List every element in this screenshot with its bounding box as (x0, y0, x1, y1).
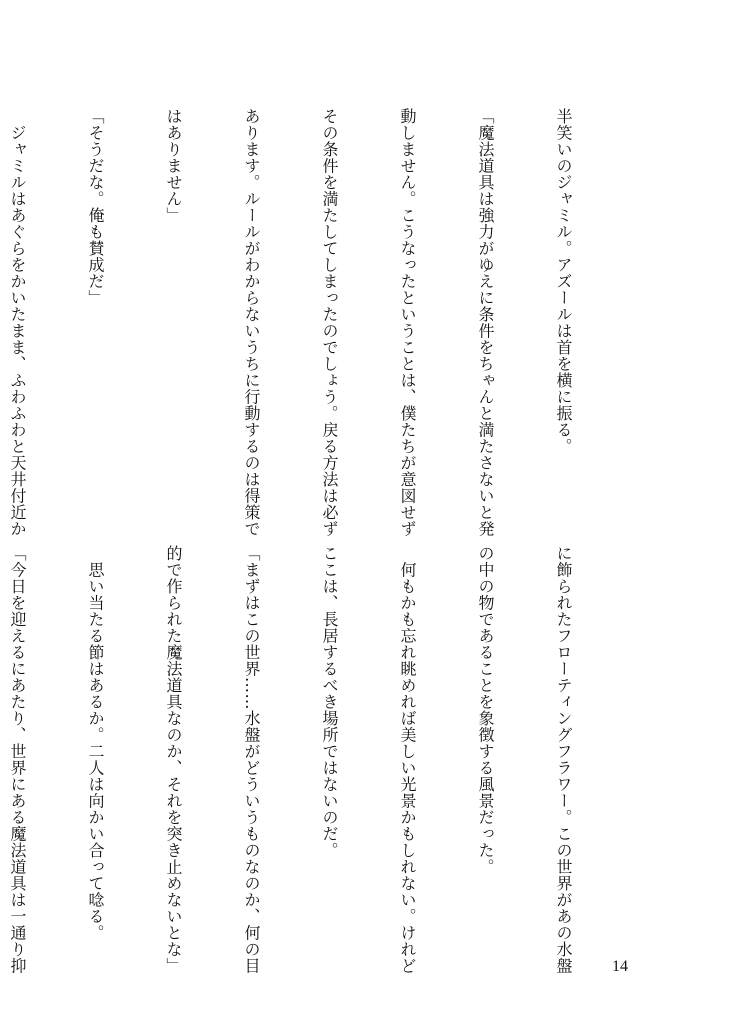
text-line: 「まずはこの世界……水盤がどういうものなのか、何の目 (242, 545, 261, 974)
text-line: その条件を満たしてしまったのでしょう。戻る方法は必ず (320, 108, 339, 537)
text-line: ジャミルはあぐらをかいたまま、ふわふわと天井付近か (8, 108, 27, 537)
text-line: 「そうだな。俺も賛成だ」 (86, 108, 105, 306)
text-line: の中の物であることを象徴する風景だった。 (476, 545, 495, 875)
text-line: 半笑いのジャミル。アズールは首を横に振る。 (554, 108, 573, 455)
text-line: 思い当たる節はあるか。二人は向かい合って唸る。 (86, 545, 105, 941)
text-line: 何もかも忘れ眺めれば美しい光景かもしれない。けれど (398, 545, 417, 974)
text-line: 的で作られた魔法道具なのか、それを突き止めないとな」 (164, 545, 183, 974)
text-line: はありません」 (164, 108, 183, 224)
text-line: 動しません。こうなったということは、僕たちが意図せず (398, 108, 417, 537)
text-line: ここは、長居するべき場所ではないのだ。 (320, 545, 339, 859)
text-block-top (0, 108, 628, 537)
text-line: 「魔法道具は強力がゆえに条件をちゃんと満たさないと発 (476, 108, 495, 537)
text-line: あります。ルールがわからないうちに行動するのは得策で (242, 108, 261, 537)
text-line: に飾られたフローティングフラワー。この世界があの水盤 (554, 545, 573, 974)
text-line: 「今日を迎えるにあたり、世界にある魔法道具は一通り抑 (8, 545, 27, 974)
page-number: 14 (612, 958, 628, 975)
